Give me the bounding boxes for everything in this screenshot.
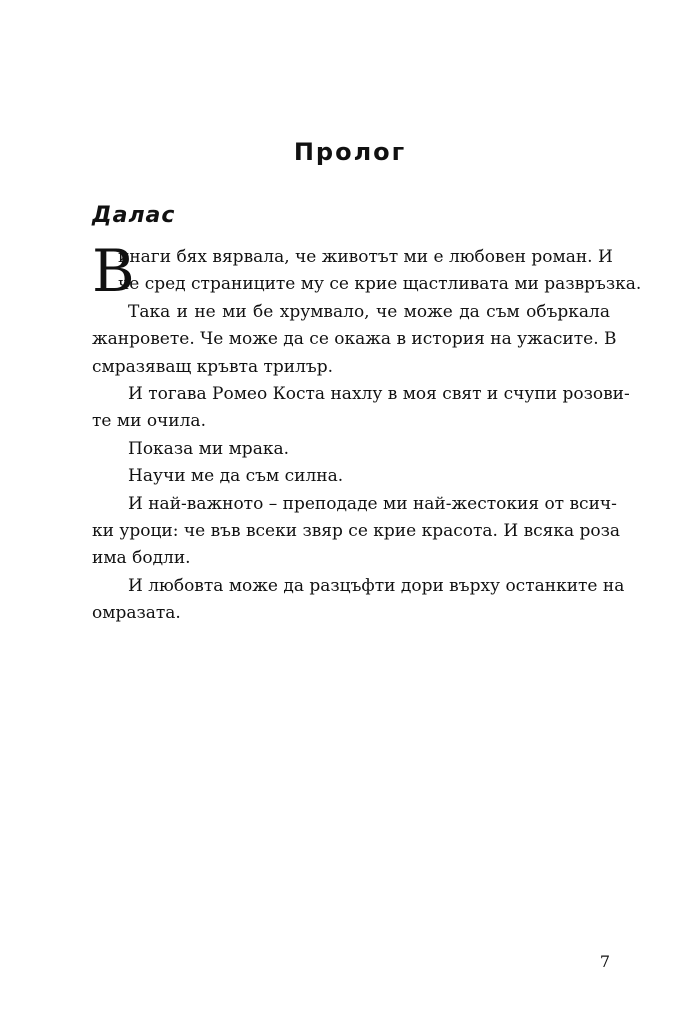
text-line: те ми очила. xyxy=(92,411,206,432)
text-line: жанровете. Че може да се окажа в история на ужасите. В xyxy=(92,329,617,350)
text-line: ки уроци: че във всеки звяр се крие красота. И всяка роза xyxy=(92,520,621,541)
narrator-heading: Далас xyxy=(92,203,176,228)
text-line: смразяващ кръвта трилър. xyxy=(92,356,334,377)
text-line: инаги бях вярвала, че животът ми е любовен роман. И xyxy=(118,247,613,267)
text-line: Показа ми мрака. xyxy=(128,438,289,459)
text-line: Научи ме да съм силна. xyxy=(128,466,344,487)
text-line: И най-важното – преподаде ми най-жестокия от всич- xyxy=(128,493,617,514)
text-line: И тогава Ромео Коста нахлу в моя свят и счупи розови- xyxy=(128,383,630,404)
text-line: И любовта може да разцъфти дори върху останките на xyxy=(128,575,625,596)
body-text xyxy=(92,237,642,627)
text-line: че сред страниците му се крие щастливата ми развръзка. xyxy=(118,274,642,295)
drop-cap: В xyxy=(92,237,135,305)
text-line: омразата. xyxy=(92,603,181,624)
text-line: има бодли. xyxy=(92,548,191,569)
chapter-title: Пролог xyxy=(293,138,407,166)
text-line: Така и не ми бе хрумвало, че може да съм объркала xyxy=(128,301,610,322)
page-number: 7 xyxy=(599,952,610,971)
